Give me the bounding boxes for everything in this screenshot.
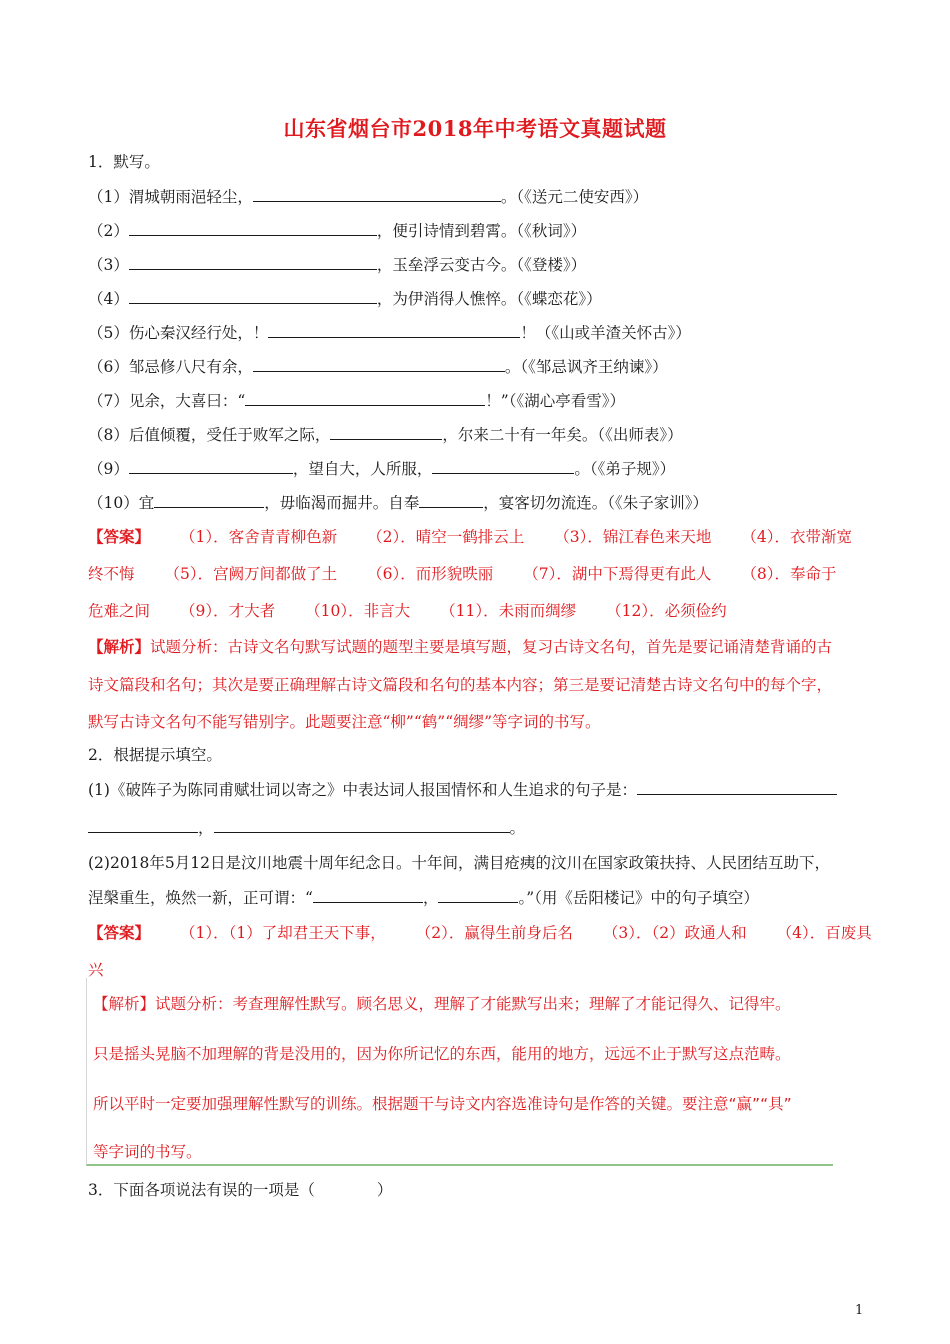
q2-heading: 2．根据提示填空。 (88, 746, 222, 764)
q1-heading: 1．默写。 (88, 153, 160, 171)
q2-analysis-line-2: 只是摇头晃脑不加理解的背是没用的，因为你所记忆的东西，能用的地方，远远不止于默写这点范畴。 (93, 1045, 791, 1063)
q2-part-2-line-2: 涅槃重生，焕然一新，正可谓：“ ， 。”（用《岳阳楼记》中的句子填空） (88, 889, 759, 907)
q1-analysis-line-3: 默写古诗文名句不能写错别字。此题要注意“柳”“鹤”“绸缪”等字词的书写。 (88, 713, 601, 731)
answer-tag: 【答案】 (88, 527, 151, 546)
q2-analysis-line-3: 所以平时一定要加强理解性默写的训练。根据题干与诗文内容选准诗句是作答的关键。要注意“赢”“具” (93, 1095, 792, 1113)
q1-item-4: （4） ，为伊消得人憔悴。（《蝶恋花》） (88, 290, 602, 308)
q1-item-9: （9） ，望自大，人所服， 。（《弟子规》） (88, 460, 676, 478)
q2-part-1: (1)《破阵子为陈同甫赋壮词以寄之》中表达词人报国情怀和人生追求的句子是： (88, 780, 837, 800)
q2-analysis-line-4: 等字词的书写。 (93, 1143, 202, 1161)
q2-part-1-blanks: ， 。 (88, 818, 525, 838)
q2-answer-line-1: 【答案】 （1）．（1）了却君王天下事， （2）．赢得生前身后名 （3）．（2）政通人和 （4）．百废具 (88, 923, 872, 942)
q1-answer-line-3: 危难之间 （9）．才大者 （10）．非言大 （11）．未雨而绸缪 （12）．必须俭约 (88, 602, 727, 620)
q3-heading: 3．下面各项说法有误的一项是（ ） (88, 1181, 393, 1199)
q2-part-2-line-1: (2)2018年5月12日是汶川地震十周年纪念日。十年间，满目疮痍的汶川在国家政策扶持、人民团结互助下， (88, 854, 830, 872)
page-title: 山东省烟台市2018年中考语文真题试题 (283, 116, 667, 141)
q2-analysis-line-1: 【解析】试题分析：考查理解性默写。顾名思义，理解了才能默写出来；理解了才能记得久、记得牢。 (93, 995, 791, 1013)
page-number: 1 (855, 1303, 864, 1318)
q1-item-5: （5）伤心秦汉经行处，！ ！（《山或羊渣关怀古》） (88, 324, 691, 342)
answer-tag: 【答案】 (88, 923, 151, 942)
q1-item-3: （3） ，玉垒浮云变古今。（《登楼》） (88, 256, 587, 274)
q1-item-10: （10）宜 ，毋临渴而掘井。自奉 ，宴客切勿流连。（《朱子家训》） (88, 494, 709, 512)
q1-answer-line-2: 终不悔 （5）．宫阙万间都做了土 （6）．而形貌昳丽 （7）．湖中下焉得更有此人 （8）．奉命于 (88, 565, 837, 583)
q1-item-7: （7）见余，大喜曰：“ ！”（《湖心亭看雪》） (88, 392, 625, 410)
q1-analysis-line-1: 【解析】试题分析：古诗文名句默写试题的题型主要是填写题，复习古诗文名句，首先是要记诵清楚背诵的古 (88, 637, 833, 656)
q2-answer-line-2: 兴 (88, 961, 104, 979)
q1-item-1: （1）渭城朝雨浥轻尘， 。（《送元二使安西》） (88, 188, 649, 206)
q1-item-2: （2） ，便引诗情到碧霄。（《秋词》） (88, 222, 587, 240)
q1-answer-line-1: 【答案】 （1）．客舍青青柳色新 （2）．晴空一鹤排云上 （3）．锦江春色来天地 （4）．衣带渐宽 (88, 527, 853, 546)
analysis-tag: 【解析】 (88, 637, 151, 656)
analysis-image-box (86, 978, 833, 1166)
q1-item-6: （6）邹忌修八尺有余， 。（《邹忌讽齐王纳谏》） (88, 358, 668, 376)
q1-analysis-line-2: 诗文篇段和名句；其次是要正确理解古诗文篇段和名句的基本内容；第三是要记清楚古诗文名句中的每个字， (88, 676, 833, 694)
q1-item-8: （8）后值倾覆，受任于败军之际， ，尔来二十有一年矣。（《出师表》） (88, 426, 683, 444)
